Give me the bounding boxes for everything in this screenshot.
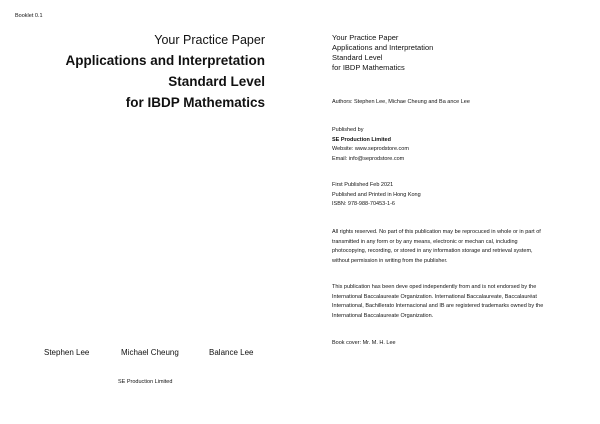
cover-publisher: SE Production Limited [118,379,173,385]
cover-credit: Book cover: Mr. M. H. Lee [332,340,396,346]
imprint-publisher-block [332,126,409,164]
cover-author-1: Stephen Lee [44,348,90,357]
disclaimer-line: International, Bachillerato Internacional and IB are registered trademarks owned by the [332,303,544,309]
rights-line: transmitted in any form or by any means, electronic or mechan cal, including [332,238,518,245]
imprint-title-line: Standard Level [332,53,383,62]
publisher-email: Email: info@seprodstore.com [332,155,405,162]
rights-line: All rights reserved. No part of this publication may be reprocuced in whole or in part of [332,229,541,235]
cover-author-3: Balance Lee [209,348,254,357]
cover-author-2: Michael Cheung [121,348,179,357]
publisher-name: SE Production Limited [332,136,391,143]
cover-title-line3: Standard Level [168,74,265,89]
published-by: Published by [332,127,364,133]
disclaimer-paragraph [332,283,543,321]
publisher-website: Website: www.seprodstore.com [332,146,409,152]
booklet-label: Booklet 0.1 [15,13,43,19]
disclaimer-line: This publication has been deve oped independently from and is not endorsed by the [332,284,537,290]
disclaimer-line: International Baccalaureate Organization. International Baccalaureate, Baccalauréat [332,293,537,300]
rights-line: without permission in writing from the publisher. [332,257,448,264]
first-published: First Published Feb 2021 [332,182,394,188]
imprint-authors: Authors: Stephen Lee, Michae Cheung and Ba ance Lee [332,99,470,105]
imprint-title-line: Applications and Interpretation [332,43,434,52]
printed-in: Published and Printed in Hong Kong [332,191,421,198]
imprint-title-block [332,33,433,73]
imprint-edition-block [332,181,421,210]
cover-title-line4: for IBDP Mathematics [125,95,265,110]
cover-title-line2: Applications and Interpretation [65,53,265,68]
cover-title-line1: Your Practice Paper [154,33,265,47]
isbn: ISBN: 978-988-70453-1-6 [332,201,395,207]
imprint-title-line: Your Practice Paper [332,33,399,42]
imprint-title-line: for IBDP Mathematics [332,63,405,72]
disclaimer-line: International Baccalaureate Organization. [332,312,434,319]
rights-paragraph [332,228,541,266]
rights-line: photocopying, recording, or stored in any information storage and retrieval system, [332,248,533,254]
